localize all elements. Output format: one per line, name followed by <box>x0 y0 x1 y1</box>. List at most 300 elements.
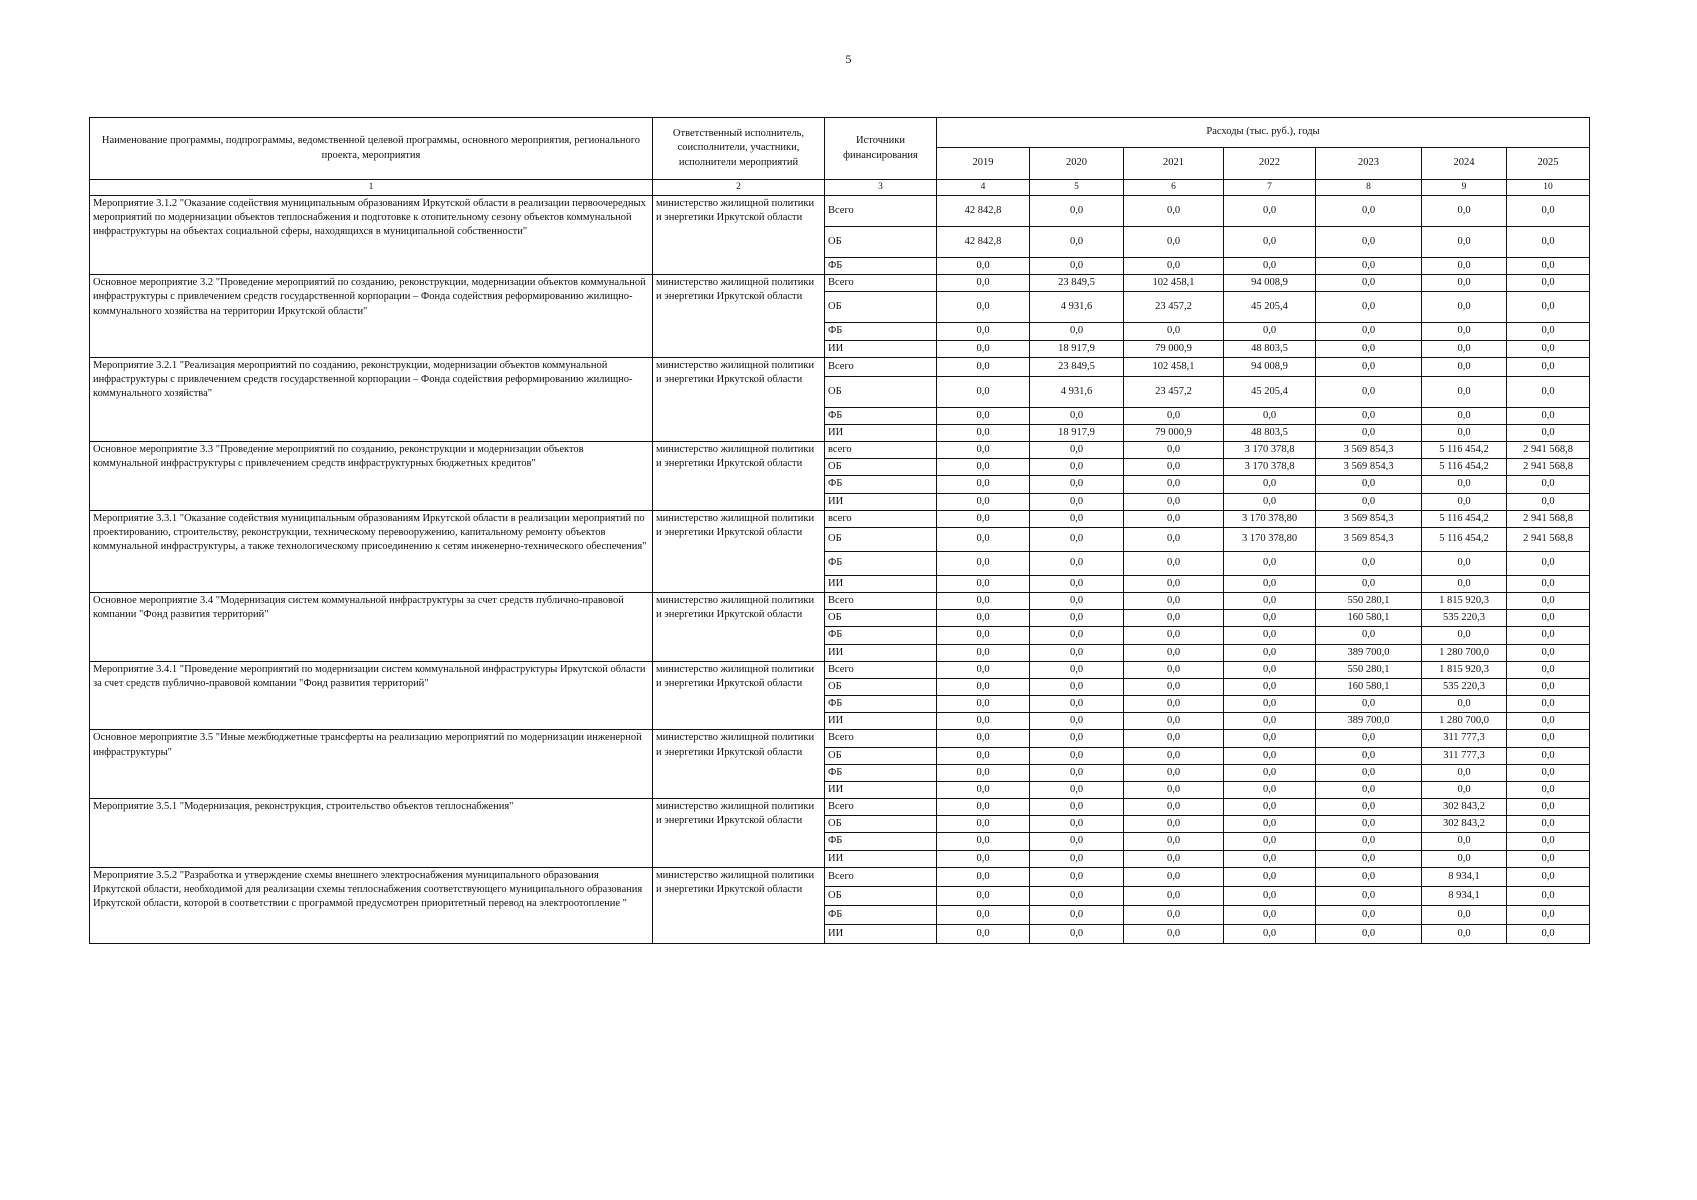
expense-value: 42 842,8 <box>937 227 1030 258</box>
expense-value: 0,0 <box>1316 799 1422 816</box>
expense-value: 0,0 <box>1124 442 1224 459</box>
expense-value: 0,0 <box>1422 551 1507 575</box>
funding-source: ИИ <box>825 340 937 357</box>
funding-source: Всего <box>825 867 937 886</box>
expense-value: 0,0 <box>1030 476 1124 493</box>
table-row <box>90 661 1590 678</box>
expense-value: 5 116 454,2 <box>1422 527 1507 551</box>
expense-value: 0,0 <box>1507 593 1590 610</box>
expense-value: 0,0 <box>1422 924 1507 943</box>
expense-value: 0,0 <box>937 407 1030 424</box>
responsible-executor: министерство жилищной политики и энергетики Иркутской области <box>653 442 825 511</box>
funding-source: Всего <box>825 275 937 292</box>
column-number: 2 <box>653 180 825 196</box>
expense-value: 0,0 <box>1507 905 1590 924</box>
expense-value: 3 569 854,3 <box>1316 527 1422 551</box>
expense-value: 0,0 <box>1507 886 1590 905</box>
expense-value: 0,0 <box>1224 644 1316 661</box>
responsible-executor: министерство жилищной политики и энергетики Иркутской области <box>653 275 825 358</box>
funding-source: ИИ <box>825 850 937 867</box>
expense-value: 0,0 <box>1124 258 1224 275</box>
expense-value: 5 116 454,2 <box>1422 442 1507 459</box>
expense-value: 0,0 <box>1316 292 1422 323</box>
measure-name: Мероприятие 3.3.1 "Оказание содействия муниципальным образованиям Иркутской области в реализации мероприятий по проектированию, строительству, реконструкции, техническому перевооружению, капитальному ремонту объектов коммунальной инфраструктуры, а также технологическому присоединению к сетям инженерно-технического обеспечения" <box>90 510 653 592</box>
header-year: 2021 <box>1124 148 1224 180</box>
expense-value: 0,0 <box>1124 551 1224 575</box>
expense-value: 0,0 <box>1507 627 1590 644</box>
expense-value: 0,0 <box>1224 924 1316 943</box>
expense-value: 0,0 <box>1507 781 1590 798</box>
expense-value: 0,0 <box>1422 696 1507 713</box>
header-executor: Ответственный исполнитель, соисполнители, участники, исполнители мероприятий <box>653 118 825 180</box>
funding-source: ОБ <box>825 747 937 764</box>
expense-value: 0,0 <box>1224 575 1316 592</box>
expense-value: 0,0 <box>1422 407 1507 424</box>
expense-value: 0,0 <box>1507 833 1590 850</box>
expense-value: 0,0 <box>1316 886 1422 905</box>
responsible-executor: министерство жилищной политики и энергетики Иркутской области <box>653 510 825 592</box>
measure-name: Мероприятие 3.5.1 "Модернизация, реконструкция, строительство объектов теплоснабжения" <box>90 799 653 868</box>
expense-value: 160 580,1 <box>1316 610 1422 627</box>
expense-value: 0,0 <box>1030 258 1124 275</box>
funding-source: Всего <box>825 661 937 678</box>
expense-value: 2 941 568,8 <box>1507 510 1590 527</box>
expense-value: 0,0 <box>1030 593 1124 610</box>
expense-value: 0,0 <box>1507 493 1590 510</box>
expense-value: 0,0 <box>1030 575 1124 592</box>
expense-value: 0,0 <box>1030 644 1124 661</box>
expense-value: 0,0 <box>1316 850 1422 867</box>
header-year: 2022 <box>1224 148 1316 180</box>
expense-value: 0,0 <box>1422 292 1507 323</box>
expense-value: 0,0 <box>1224 833 1316 850</box>
expense-value: 45 205,4 <box>1224 292 1316 323</box>
table-row <box>90 593 1590 610</box>
expense-value: 0,0 <box>937 644 1030 661</box>
expense-value: 535 220,3 <box>1422 610 1507 627</box>
expense-value: 18 917,9 <box>1030 424 1124 441</box>
expense-value: 0,0 <box>1224 323 1316 340</box>
expense-value: 0,0 <box>1507 730 1590 747</box>
expense-value: 0,0 <box>1422 781 1507 798</box>
column-number: 5 <box>1030 180 1124 196</box>
expense-value: 302 843,2 <box>1422 799 1507 816</box>
expense-value: 0,0 <box>1422 323 1507 340</box>
expense-value: 0,0 <box>1124 644 1224 661</box>
table-row <box>90 275 1590 292</box>
expense-value: 0,0 <box>1124 678 1224 695</box>
expense-value: 94 008,9 <box>1224 357 1316 376</box>
expense-value: 0,0 <box>1124 661 1224 678</box>
expense-value: 0,0 <box>1030 493 1124 510</box>
column-number: 3 <box>825 180 937 196</box>
expense-value: 0,0 <box>1507 407 1590 424</box>
measure-name: Основное мероприятие 3.2 "Проведение мероприятий по созданию, реконструкции, модернизации объектов коммунальной инфраструктуры с привлечением средств государственной корпорации – Фонда содействия реформированию жилищно-коммунального хозяйства на территории Иркутской области" <box>90 275 653 358</box>
expense-value: 0,0 <box>937 459 1030 476</box>
expense-value: 0,0 <box>937 924 1030 943</box>
column-number: 6 <box>1124 180 1224 196</box>
responsible-executor: министерство жилищной политики и энергетики Иркутской области <box>653 867 825 943</box>
measure-name: Основное мероприятие 3.4 "Модернизация систем коммунальной инфраструктуры за счет средств публично-правовой компании "Фонд развития территорий" <box>90 593 653 662</box>
funding-source: ИИ <box>825 644 937 661</box>
funding-source: всего <box>825 442 937 459</box>
expense-value: 0,0 <box>1316 764 1422 781</box>
expense-value: 0,0 <box>1224 678 1316 695</box>
expense-value: 0,0 <box>1030 227 1124 258</box>
expense-value: 0,0 <box>1316 258 1422 275</box>
column-number: 10 <box>1507 180 1590 196</box>
expense-value: 0,0 <box>1124 867 1224 886</box>
expense-value: 0,0 <box>1507 713 1590 730</box>
expense-value: 0,0 <box>1507 340 1590 357</box>
funding-source: ФБ <box>825 323 937 340</box>
funding-source: ОБ <box>825 816 937 833</box>
expense-value: 0,0 <box>1030 459 1124 476</box>
expense-value: 0,0 <box>1030 678 1124 695</box>
expense-value: 0,0 <box>1030 850 1124 867</box>
expense-value: 0,0 <box>1507 424 1590 441</box>
header-name: Наименование программы, подпрограммы, ведомственной целевой программы, основного мероприятия, регионального проекта, мероприятия <box>90 118 653 180</box>
expense-value: 0,0 <box>1316 747 1422 764</box>
funding-source: ИИ <box>825 424 937 441</box>
expense-value: 0,0 <box>1507 275 1590 292</box>
funding-source: Всего <box>825 799 937 816</box>
expense-value: 0,0 <box>937 258 1030 275</box>
expense-value: 2 941 568,8 <box>1507 459 1590 476</box>
expense-value: 0,0 <box>1422 627 1507 644</box>
expense-value: 0,0 <box>1316 867 1422 886</box>
expense-value: 0,0 <box>937 575 1030 592</box>
expense-value: 0,0 <box>937 275 1030 292</box>
expense-value: 8 934,1 <box>1422 867 1507 886</box>
expense-value: 0,0 <box>1316 407 1422 424</box>
expense-value: 0,0 <box>937 799 1030 816</box>
funding-source: ОБ <box>825 610 937 627</box>
funding-source: Всего <box>825 593 937 610</box>
responsible-executor: министерство жилищной политики и энергетики Иркутской области <box>653 593 825 662</box>
measure-name: Основное мероприятие 3.3 "Проведение мероприятий по созданию, реконструкции и модернизации объектов коммунальной инфраструктуры с привлечением средств инфраструктурных бюджетных кредитов" <box>90 442 653 511</box>
expense-value: 0,0 <box>1030 510 1124 527</box>
column-number: 8 <box>1316 180 1422 196</box>
expense-value: 0,0 <box>1422 376 1507 407</box>
funding-source: ИИ <box>825 713 937 730</box>
expense-value: 0,0 <box>1030 747 1124 764</box>
expense-value: 102 458,1 <box>1124 275 1224 292</box>
expense-value: 1 280 700,0 <box>1422 713 1507 730</box>
expense-value: 0,0 <box>1422 905 1507 924</box>
responsible-executor: министерство жилищной политики и энергетики Иркутской области <box>653 730 825 799</box>
funding-source: ИИ <box>825 493 937 510</box>
expense-value: 23 457,2 <box>1124 376 1224 407</box>
expense-value: 0,0 <box>1030 886 1124 905</box>
expense-value: 0,0 <box>937 867 1030 886</box>
table-row <box>90 196 1590 227</box>
expense-value: 0,0 <box>937 905 1030 924</box>
expense-value: 0,0 <box>1224 764 1316 781</box>
expense-value: 0,0 <box>1507 644 1590 661</box>
expense-value: 0,0 <box>937 747 1030 764</box>
table-row <box>90 799 1590 816</box>
expense-value: 0,0 <box>1422 196 1507 227</box>
expense-value: 3 170 378,80 <box>1224 527 1316 551</box>
expense-value: 0,0 <box>1124 799 1224 816</box>
expense-value: 3 170 378,8 <box>1224 442 1316 459</box>
expense-value: 0,0 <box>937 376 1030 407</box>
expense-value: 0,0 <box>1316 357 1422 376</box>
measure-name: Мероприятие 3.5.2 "Разработка и утверждение схемы внешнего электроснабжения муниципального образования Иркутской области, необходимой для реализации схемы теплоснабжения соответствующего муниципального образования Иркутской области, которой в соответствии с программой предусмотрен приоритетный перевод на электроотопление " <box>90 867 653 943</box>
expense-value: 0,0 <box>1030 867 1124 886</box>
funding-source: ОБ <box>825 459 937 476</box>
expense-value: 0,0 <box>1124 459 1224 476</box>
expense-value: 3 170 378,80 <box>1224 510 1316 527</box>
expense-value: 0,0 <box>1030 799 1124 816</box>
expense-value: 4 931,6 <box>1030 292 1124 323</box>
expense-value: 0,0 <box>1030 196 1124 227</box>
funding-source: всего <box>825 510 937 527</box>
expense-value: 0,0 <box>1124 476 1224 493</box>
funding-source: ФБ <box>825 627 937 644</box>
funding-source: ОБ <box>825 886 937 905</box>
expense-value: 0,0 <box>1507 357 1590 376</box>
expense-value: 0,0 <box>1507 258 1590 275</box>
expense-value: 0,0 <box>1124 886 1224 905</box>
expense-value: 0,0 <box>1224 627 1316 644</box>
expense-value: 0,0 <box>1124 924 1224 943</box>
expense-value: 79 000,9 <box>1124 424 1224 441</box>
expense-value: 23 849,5 <box>1030 275 1124 292</box>
funding-source: ФБ <box>825 833 937 850</box>
expense-value: 48 803,5 <box>1224 424 1316 441</box>
expense-value: 0,0 <box>1507 764 1590 781</box>
table-row <box>90 730 1590 747</box>
expense-value: 0,0 <box>1124 730 1224 747</box>
expense-value: 0,0 <box>937 292 1030 323</box>
expense-value: 0,0 <box>1030 661 1124 678</box>
funding-source: ОБ <box>825 678 937 695</box>
expense-value: 48 803,5 <box>1224 340 1316 357</box>
expense-value: 23 457,2 <box>1124 292 1224 323</box>
funding-source: Всего <box>825 196 937 227</box>
expense-value: 0,0 <box>1316 730 1422 747</box>
expense-value: 550 280,1 <box>1316 593 1422 610</box>
expense-value: 0,0 <box>1507 610 1590 627</box>
header-year: 2023 <box>1316 148 1422 180</box>
expense-value: 0,0 <box>1507 376 1590 407</box>
expense-value: 0,0 <box>1030 781 1124 798</box>
expense-value: 0,0 <box>1507 696 1590 713</box>
expense-value: 0,0 <box>1507 476 1590 493</box>
funding-source: ИИ <box>825 781 937 798</box>
funding-source: ФБ <box>825 696 937 713</box>
expense-value: 0,0 <box>1316 323 1422 340</box>
expense-value: 0,0 <box>1030 610 1124 627</box>
expense-value: 0,0 <box>1124 323 1224 340</box>
expense-value: 0,0 <box>1124 905 1224 924</box>
expense-value: 0,0 <box>1422 258 1507 275</box>
expense-value: 0,0 <box>937 661 1030 678</box>
expense-value: 0,0 <box>1030 816 1124 833</box>
expense-value: 0,0 <box>1316 551 1422 575</box>
expense-value: 0,0 <box>937 764 1030 781</box>
expense-value: 0,0 <box>1224 905 1316 924</box>
expense-value: 0,0 <box>1316 924 1422 943</box>
expense-value: 0,0 <box>1224 730 1316 747</box>
expense-value: 0,0 <box>1224 407 1316 424</box>
expense-value: 0,0 <box>1124 850 1224 867</box>
expense-value: 0,0 <box>1316 376 1422 407</box>
expense-value: 0,0 <box>1316 575 1422 592</box>
expense-value: 0,0 <box>937 593 1030 610</box>
measure-name: Основное мероприятие 3.5 "Иные межбюджетные трансферты на реализацию мероприятий по модернизации инженерной инфраструктуры" <box>90 730 653 799</box>
expense-value: 0,0 <box>1030 905 1124 924</box>
expense-value: 0,0 <box>1224 476 1316 493</box>
expense-value: 0,0 <box>1224 886 1316 905</box>
funding-source: ОБ <box>825 376 937 407</box>
funding-source: ФБ <box>825 905 937 924</box>
expense-value: 0,0 <box>1224 816 1316 833</box>
expense-value: 0,0 <box>1507 867 1590 886</box>
expense-value: 0,0 <box>1422 833 1507 850</box>
expense-value: 0,0 <box>937 886 1030 905</box>
expense-value: 0,0 <box>1124 610 1224 627</box>
measure-name: Мероприятие 3.1.2 "Оказание содействия муниципальным образованиям Иркутской области в реализации первоочередных мероприятий по модернизации объектов теплоснабжения и подготовке к отопительному сезону объектов коммунальной инфраструктуры на объектах социальной сферы, находящихся в муниципальной собственности" <box>90 196 653 275</box>
expense-value: 0,0 <box>1507 196 1590 227</box>
expense-value: 389 700,0 <box>1316 713 1422 730</box>
column-number: 1 <box>90 180 653 196</box>
expense-value: 45 205,4 <box>1224 376 1316 407</box>
expense-value: 0,0 <box>1507 747 1590 764</box>
expense-value: 389 700,0 <box>1316 644 1422 661</box>
expense-value: 0,0 <box>1030 323 1124 340</box>
funding-source: ФБ <box>825 551 937 575</box>
funding-source: ИИ <box>825 924 937 943</box>
responsible-executor: министерство жилищной политики и энергетики Иркутской области <box>653 661 825 730</box>
expense-value: 0,0 <box>1124 696 1224 713</box>
expense-value: 0,0 <box>937 493 1030 510</box>
funding-source: ФБ <box>825 407 937 424</box>
expense-value: 0,0 <box>1224 610 1316 627</box>
expense-value: 0,0 <box>1124 407 1224 424</box>
expense-value: 311 777,3 <box>1422 747 1507 764</box>
expense-value: 0,0 <box>937 442 1030 459</box>
expense-value: 0,0 <box>1030 764 1124 781</box>
table-row <box>90 867 1590 886</box>
expense-value: 0,0 <box>1124 493 1224 510</box>
expense-value: 0,0 <box>1030 713 1124 730</box>
expense-value: 0,0 <box>937 527 1030 551</box>
expense-value: 0,0 <box>937 816 1030 833</box>
expenditure-table <box>89 117 1590 944</box>
expense-value: 23 849,5 <box>1030 357 1124 376</box>
expense-value: 0,0 <box>1316 493 1422 510</box>
expense-value: 0,0 <box>1224 258 1316 275</box>
expense-value: 0,0 <box>1224 227 1316 258</box>
expense-value: 102 458,1 <box>1124 357 1224 376</box>
header-year: 2020 <box>1030 148 1124 180</box>
expense-value: 0,0 <box>937 610 1030 627</box>
expense-value: 0,0 <box>1422 850 1507 867</box>
expense-value: 3 569 854,3 <box>1316 510 1422 527</box>
expense-value: 0,0 <box>1507 799 1590 816</box>
expense-value: 0,0 <box>1124 833 1224 850</box>
expense-value: 0,0 <box>1507 227 1590 258</box>
page-number: 5 <box>845 52 852 66</box>
expense-value: 79 000,9 <box>1124 340 1224 357</box>
table-row <box>90 442 1590 459</box>
expense-value: 0,0 <box>937 627 1030 644</box>
expense-value: 0,0 <box>1224 661 1316 678</box>
expense-value: 0,0 <box>1507 323 1590 340</box>
expense-value: 0,0 <box>1316 340 1422 357</box>
expense-value: 311 777,3 <box>1422 730 1507 747</box>
expense-value: 0,0 <box>1124 510 1224 527</box>
expense-value: 0,0 <box>1224 799 1316 816</box>
expense-value: 0,0 <box>1316 781 1422 798</box>
expense-value: 0,0 <box>1124 593 1224 610</box>
expense-value: 0,0 <box>1030 407 1124 424</box>
funding-source: ОБ <box>825 227 937 258</box>
expense-value: 0,0 <box>937 424 1030 441</box>
measure-name: Мероприятие 3.4.1 "Проведение мероприятий по модернизации систем коммунальной инфраструктуры Иркутской области за счет средств публично-правовой компании "Фонд развития территорий" <box>90 661 653 730</box>
expense-value: 0,0 <box>937 340 1030 357</box>
expense-value: 0,0 <box>1422 340 1507 357</box>
expense-value: 0,0 <box>937 678 1030 695</box>
expense-value: 0,0 <box>1124 816 1224 833</box>
expense-value: 0,0 <box>1316 696 1422 713</box>
expense-value: 3 170 378,8 <box>1224 459 1316 476</box>
expense-value: 0,0 <box>937 476 1030 493</box>
expense-value: 0,0 <box>1316 816 1422 833</box>
expense-value: 0,0 <box>1224 747 1316 764</box>
expense-value: 0,0 <box>1316 424 1422 441</box>
expense-value: 0,0 <box>1507 850 1590 867</box>
expense-value: 0,0 <box>1124 764 1224 781</box>
column-number: 9 <box>1422 180 1507 196</box>
expense-value: 160 580,1 <box>1316 678 1422 695</box>
header-source: Источники финансирования <box>825 118 937 180</box>
expense-value: 0,0 <box>937 323 1030 340</box>
expense-value: 0,0 <box>1422 357 1507 376</box>
funding-source: ИИ <box>825 575 937 592</box>
expense-value: 0,0 <box>937 696 1030 713</box>
expense-value: 0,0 <box>1030 696 1124 713</box>
expense-value: 0,0 <box>1422 227 1507 258</box>
expense-value: 0,0 <box>1422 275 1507 292</box>
expense-value: 0,0 <box>937 781 1030 798</box>
measure-name: Мероприятие 3.2.1 "Реализация мероприятий по созданию, реконструкции, модернизации объектов коммунальной инфраструктуры с привлечением средств государственной корпорации – Фонда содействия реформированию жилищно-коммунального хозяйства" <box>90 357 653 441</box>
expense-value: 0,0 <box>1316 275 1422 292</box>
expense-value: 94 008,9 <box>1224 275 1316 292</box>
funding-source: ФБ <box>825 258 937 275</box>
expense-value: 0,0 <box>1030 551 1124 575</box>
expense-value: 0,0 <box>1224 196 1316 227</box>
expense-value: 0,0 <box>1030 627 1124 644</box>
expense-value: 5 116 454,2 <box>1422 510 1507 527</box>
expense-value: 0,0 <box>1124 713 1224 730</box>
table-row <box>90 357 1590 376</box>
expense-value: 0,0 <box>1224 593 1316 610</box>
expense-value: 0,0 <box>1030 833 1124 850</box>
header-year: 2019 <box>937 148 1030 180</box>
expense-value: 0,0 <box>1316 476 1422 493</box>
expense-value: 0,0 <box>1224 867 1316 886</box>
expense-value: 0,0 <box>1030 527 1124 551</box>
expense-value: 0,0 <box>1224 781 1316 798</box>
expense-value: 0,0 <box>937 850 1030 867</box>
expense-value: 0,0 <box>1422 764 1507 781</box>
expense-value: 0,0 <box>1030 924 1124 943</box>
funding-source: ФБ <box>825 476 937 493</box>
